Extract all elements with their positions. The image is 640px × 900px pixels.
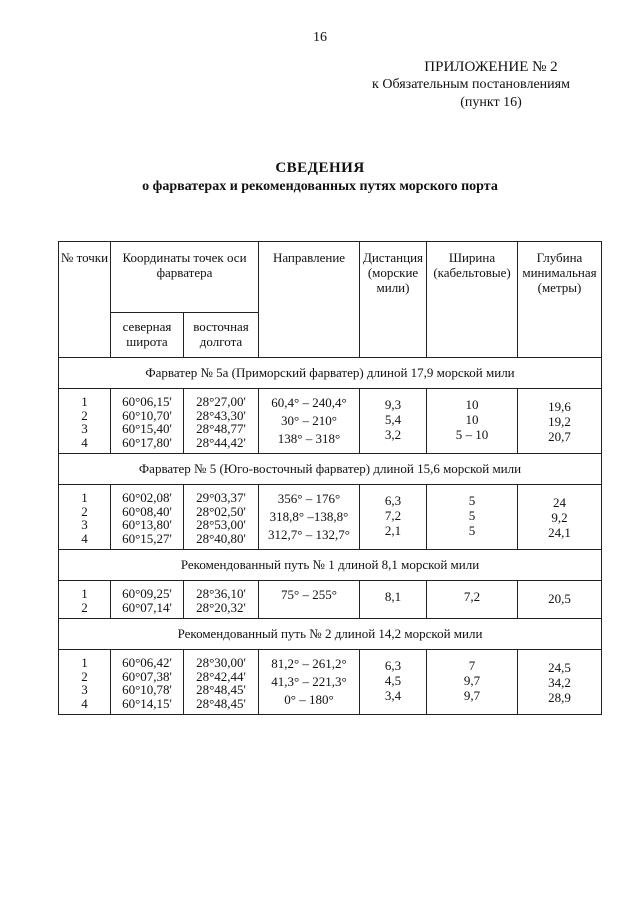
header-width: Ширина (кабельтовые) <box>427 242 518 358</box>
width-value: 9,7 <box>463 673 481 688</box>
width-cell <box>427 581 518 619</box>
point-number-value: 4 <box>81 530 88 546</box>
section-row <box>59 454 602 485</box>
latitude-value: 60°08,40' <box>122 503 172 519</box>
longitude-value: 28°43,30' <box>196 407 246 423</box>
point-number-value: 1 <box>81 490 88 505</box>
direction-cell <box>259 581 360 619</box>
distance-value: 8,1 <box>384 589 402 604</box>
point-number-value: 2 <box>81 407 88 423</box>
depth-value: 24 <box>553 495 566 510</box>
direction-value: 312,7° – 132,7° <box>268 527 350 542</box>
point-number-cell <box>59 389 111 454</box>
longitude-value: 28°48,45' <box>196 695 246 711</box>
depth-value: 20,7 <box>548 429 571 444</box>
latitude-cell <box>111 581 184 619</box>
header-direction: Направление <box>259 242 360 358</box>
depth-value: 19,6 <box>548 399 571 414</box>
depth-value: 28,9 <box>548 690 571 705</box>
longitude-value: 28°36,10' <box>196 586 246 601</box>
section-title: Фарватер № 5 (Юго-восточный фарватер) длиной 15,6 морской мили <box>59 454 602 485</box>
section-row <box>59 550 602 581</box>
distance-value: 6,3 <box>384 493 402 508</box>
point-number-value: 2 <box>81 599 88 615</box>
latitude-value: 60°02,08' <box>122 490 172 505</box>
point-number-cell <box>59 650 111 715</box>
point-number-cell <box>59 485 111 550</box>
distance-value: 3,2 <box>384 427 402 442</box>
section-row <box>59 358 602 389</box>
depth-cell <box>518 581 602 619</box>
depth-cell <box>518 650 602 715</box>
latitude-value: 60°10,78' <box>122 682 172 697</box>
point-number-value: 1 <box>81 655 88 670</box>
document-title: СВЕДЕНИЯ <box>275 160 365 176</box>
point-number-value: 2 <box>81 503 88 519</box>
point-number-value: 2 <box>81 668 88 684</box>
longitude-value: 28°48,45' <box>196 682 246 697</box>
width-value: 7 <box>468 658 476 673</box>
table-row <box>59 389 602 454</box>
latitude-value: 60°07,14' <box>122 599 172 615</box>
document-subtitle: о фарватерах и рекомендованных путях морского порта <box>142 179 498 194</box>
longitude-value: 29°03,37' <box>196 490 246 505</box>
width-value: 9,7 <box>463 688 481 703</box>
direction-value: 30° – 210° <box>281 413 337 428</box>
header-depth: Глубина минимальная (метры) <box>518 242 602 358</box>
direction-value: 356° – 176° <box>277 491 341 506</box>
table-row <box>59 650 602 715</box>
latitude-value: 60°17,80' <box>122 434 172 450</box>
appendix-header <box>372 58 606 112</box>
section-title: Рекомендованный путь № 1 длиной 8,1 морской мили <box>59 550 602 581</box>
width-value: 5 <box>468 508 476 523</box>
latitude-value: 60°14,15' <box>122 695 172 711</box>
longitude-value: 28°30,00' <box>196 655 246 670</box>
section-row <box>59 619 602 650</box>
depth-value: 20,5 <box>548 591 571 606</box>
width-cell <box>427 389 518 454</box>
latitude-cell <box>111 650 184 715</box>
depth-value: 24,5 <box>548 660 571 675</box>
point-number-value: 3 <box>81 682 88 697</box>
table-row <box>59 485 602 550</box>
longitude-value: 28°42,44' <box>196 668 246 684</box>
longitude-value: 28°48,77' <box>196 421 246 436</box>
appendix-clause: (пункт 16) <box>460 95 522 110</box>
longitude-value: 28°53,00' <box>196 517 246 532</box>
distance-value: 6,3 <box>384 658 402 673</box>
point-number-value: 3 <box>81 517 88 532</box>
distance-value: 3,4 <box>384 688 402 703</box>
width-value: 10 <box>465 397 479 412</box>
appendix-reference: к Обязательным постановлениям <box>372 77 570 92</box>
distance-cell <box>360 581 427 619</box>
point-number-value: 4 <box>81 434 88 450</box>
distance-value: 4,5 <box>384 673 402 688</box>
page-number: 16 <box>313 30 327 45</box>
distance-value: 7,2 <box>384 508 402 523</box>
direction-value: 0° – 180° <box>284 692 334 707</box>
longitude-value: 28°20,32' <box>196 599 246 615</box>
point-number-value: 4 <box>81 695 88 711</box>
distance-cell <box>360 389 427 454</box>
width-value: 5 <box>468 523 476 538</box>
direction-cell <box>259 389 360 454</box>
table-row <box>59 581 602 619</box>
width-cell <box>427 650 518 715</box>
distance-cell <box>360 485 427 550</box>
point-number-value: 3 <box>81 421 88 436</box>
appendix-title: ПРИЛОЖЕНИЕ № 2 <box>424 59 558 75</box>
distance-cell <box>360 650 427 715</box>
header-point-number: № точки <box>59 242 111 358</box>
latitude-value: 60°15,40' <box>122 421 172 436</box>
longitude-value: 28°40,80' <box>196 530 246 546</box>
longitude-value: 28°44,42' <box>196 434 246 450</box>
longitude-cell <box>184 485 259 550</box>
header-distance: Дистанция (морские мили) <box>360 242 427 358</box>
direction-cell <box>259 485 360 550</box>
direction-value: 60,4° – 240,4° <box>271 395 347 410</box>
fairways-table <box>58 241 602 715</box>
latitude-value: 60°09,25' <box>122 586 172 601</box>
direction-value: 138° – 318° <box>277 431 341 446</box>
depth-value: 19,2 <box>548 414 571 429</box>
width-value: 5 – 10 <box>455 427 489 442</box>
table-body <box>59 358 602 715</box>
latitude-cell <box>111 485 184 550</box>
section-title: Рекомендованный путь № 2 длиной 14,2 морской мили <box>59 619 602 650</box>
direction-value: 81,2° – 261,2° <box>271 656 347 671</box>
direction-value: 41,3° – 221,3° <box>271 674 347 689</box>
width-value: 7,2 <box>463 589 481 604</box>
latitude-value: 60°07,38' <box>122 668 172 684</box>
longitude-value: 28°27,00' <box>196 394 246 409</box>
distance-value: 5,4 <box>384 412 402 427</box>
header-longitude: восточная долгота <box>184 313 259 358</box>
depth-cell <box>518 389 602 454</box>
longitude-cell <box>184 650 259 715</box>
depth-value: 34,2 <box>548 675 571 690</box>
width-value: 10 <box>465 412 479 427</box>
latitude-value: 60°06,15' <box>122 394 172 409</box>
depth-value: 24,1 <box>548 525 571 540</box>
section-title: Фарватер № 5а (Приморский фарватер) длиной 17,9 морской мили <box>59 358 602 389</box>
latitude-value: 60°15,27' <box>122 530 172 546</box>
longitude-cell <box>184 389 259 454</box>
latitude-value: 60°06,42' <box>122 655 172 670</box>
header-coordinates: Координаты точек оси фарватера <box>111 242 259 313</box>
longitude-cell <box>184 581 259 619</box>
point-number-cell <box>59 581 111 619</box>
direction-value: 75° – 255° <box>281 587 337 602</box>
latitude-value: 60°13,80' <box>122 517 172 532</box>
width-cell <box>427 485 518 550</box>
depth-cell <box>518 485 602 550</box>
distance-value: 9,3 <box>384 397 402 412</box>
latitude-value: 60°10,70' <box>122 407 172 423</box>
distance-value: 2,1 <box>384 523 402 538</box>
longitude-value: 28°02,50' <box>196 503 246 519</box>
depth-value: 9,2 <box>551 510 568 525</box>
latitude-cell <box>111 389 184 454</box>
point-number-value: 1 <box>81 394 88 409</box>
header-latitude: северная широта <box>111 313 184 358</box>
point-number-value: 1 <box>81 586 88 601</box>
direction-cell <box>259 650 360 715</box>
direction-value: 318,8° –138,8° <box>269 509 349 524</box>
width-value: 5 <box>468 493 476 508</box>
